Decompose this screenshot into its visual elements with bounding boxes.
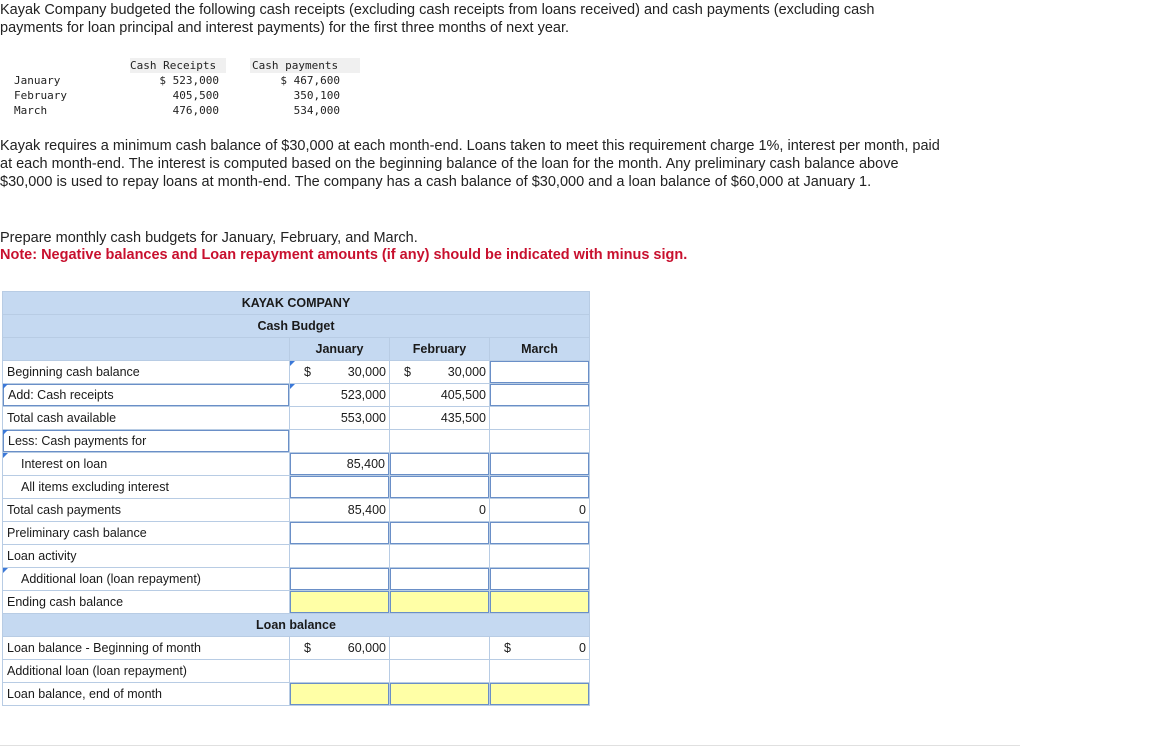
row-label: Loan balance - Beginning of month (3, 637, 290, 660)
all-items-mar-input[interactable] (490, 476, 589, 498)
budget-title: Cash Budget (3, 315, 590, 338)
preliminary-jan-input[interactable] (290, 522, 389, 544)
blank-header (3, 338, 290, 361)
row-loan-end (3, 683, 590, 706)
dollar-sign: $ (304, 365, 311, 379)
row-cash-receipts (3, 384, 590, 407)
loan-begin-feb (390, 637, 489, 659)
loan-additional-jan (290, 660, 389, 682)
row-label: Ending cash balance (3, 591, 290, 614)
row-additional-loan (3, 568, 590, 591)
preliminary-feb-input[interactable] (390, 522, 489, 544)
row-label: Loan activity (3, 545, 290, 568)
beginning-cash-jan[interactable]: 30,000 (290, 361, 389, 383)
total-available-feb: 435,500 (440, 411, 486, 425)
row-less-payments (3, 430, 590, 453)
row-interest (3, 453, 590, 476)
receipts-header: Cash Receipts (130, 58, 226, 73)
intro-text: Kayak Company budgeted the following cash receipts (excluding cash receipts from loans received) and cash payments (excluding cash payments for loan principal and interest payments) for the first three months of next year. (0, 2, 875, 36)
month-january: January (14, 74, 61, 87)
row-loan-activity (3, 545, 590, 568)
loan-begin-jan: 60,000 (347, 641, 386, 655)
beginning-cash-feb[interactable]: 30,000 (447, 365, 486, 379)
dollar-sign: $ (304, 641, 311, 655)
loan-balance-title: Loan balance (3, 614, 590, 637)
row-total-payments (3, 499, 590, 522)
row-label[interactable]: Add: Cash receipts (3, 384, 289, 406)
receipt-february: 405,500 (172, 89, 219, 102)
cash-budget-table (2, 291, 590, 706)
ending-cash-feb-input[interactable] (390, 591, 489, 613)
row-label: Total cash available (3, 407, 290, 430)
row-label: All items excluding interest (3, 476, 290, 499)
row-all-items (3, 476, 590, 499)
row-loan-additional (3, 660, 590, 683)
note-text: Note: Negative balances and Loan repayment amounts (if any) should be indicated with minus sign. (0, 247, 688, 263)
row-label: Additional loan (loan repayment) (3, 660, 290, 683)
payment-february: 350,100 (293, 89, 340, 102)
additional-loan-jan-input[interactable] (290, 568, 389, 590)
receipt-march: 476,000 (172, 104, 219, 117)
total-payments-mar: 0 (579, 503, 586, 517)
row-label: Total cash payments (3, 499, 290, 522)
row-total-available (3, 407, 590, 430)
preliminary-mar-input[interactable] (490, 522, 589, 544)
row-beginning-cash (3, 361, 590, 384)
month-march: March (14, 104, 48, 117)
row-label[interactable]: Less: Cash payments for (3, 430, 289, 452)
all-items-jan-input[interactable] (290, 476, 389, 498)
row-preliminary (3, 522, 590, 545)
total-payments-jan: 85,400 (347, 503, 386, 517)
additional-loan-mar-input[interactable] (490, 568, 589, 590)
receipt-january: $ 523,000 (159, 74, 219, 87)
row-label: Beginning cash balance (3, 361, 290, 384)
payment-march: 534,000 (293, 104, 340, 117)
interest-mar-input[interactable] (490, 453, 589, 475)
dollar-sign: $ (404, 365, 411, 379)
requirement-text: Kayak requires a minimum cash balance of $30,000 at each month-end. Loans taken to meet this requirement charge 1%, interest per month, paid at each month-end. The interest is computed based on the beginning balance of the loan for the month. Any preliminary cash balance above $30,000 is used to repay loans at month-end. The company has a cash balance of $30,000 and a loan balance of $60,000 at January 1. (0, 138, 940, 190)
payments-header: Cash payments (250, 58, 360, 73)
ending-cash-mar-input[interactable] (490, 591, 589, 613)
payment-january: $ 467,600 (280, 74, 340, 87)
loan-additional-feb (390, 660, 489, 682)
row-ending-cash (3, 591, 590, 614)
loan-end-feb-input[interactable] (390, 683, 489, 705)
row-label[interactable]: Additional loan (loan repayment) (3, 568, 290, 591)
additional-loan-feb-input[interactable] (390, 568, 489, 590)
loan-end-jan-input[interactable] (290, 683, 389, 705)
total-payments-feb: 0 (479, 503, 486, 517)
col-february: February (390, 338, 490, 361)
col-january: January (290, 338, 390, 361)
loan-end-mar-input[interactable] (490, 683, 589, 705)
col-march: March (490, 338, 590, 361)
loan-begin-mar: 0 (579, 641, 586, 655)
divider (0, 745, 1020, 746)
instruction-text: Prepare monthly cash budgets for January, February, and March. (0, 230, 418, 246)
company-name: KAYAK COMPANY (3, 292, 590, 315)
dollar-sign: $ (504, 641, 511, 655)
ending-cash-jan-input[interactable] (290, 591, 389, 613)
beginning-cash-mar-input[interactable] (490, 361, 589, 383)
row-label[interactable]: Interest on loan (3, 453, 290, 476)
row-label: Preliminary cash balance (3, 522, 290, 545)
cash-receipts-mar-input[interactable] (490, 384, 589, 406)
month-february: February (14, 89, 67, 102)
total-available-mar (490, 407, 589, 429)
loan-additional-mar (490, 660, 589, 682)
row-label: Loan balance, end of month (3, 683, 290, 706)
interest-jan-input[interactable]: 85,400 (290, 453, 389, 475)
all-items-feb-input[interactable] (390, 476, 489, 498)
row-loan-begin (3, 637, 590, 660)
cash-receipts-feb[interactable]: 405,500 (440, 388, 486, 402)
cash-receipts-jan[interactable]: 523,000 (290, 384, 389, 406)
total-available-jan: 553,000 (340, 411, 386, 425)
interest-feb-input[interactable] (390, 453, 489, 475)
